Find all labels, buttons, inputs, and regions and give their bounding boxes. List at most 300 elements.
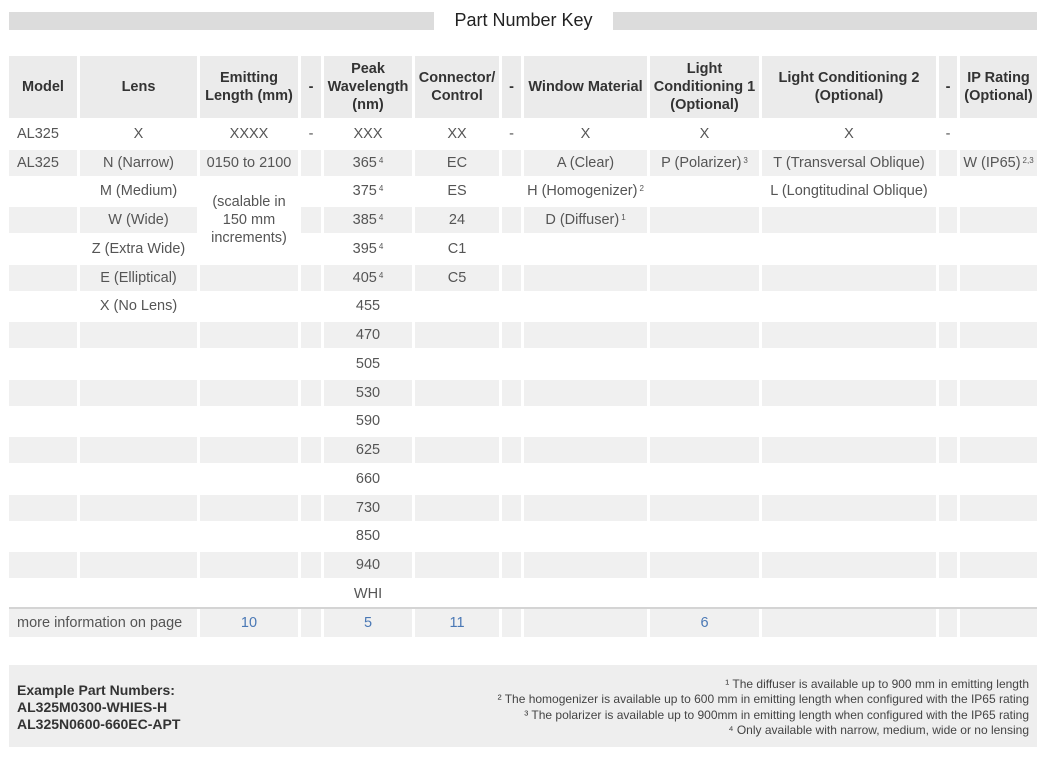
wavelength-option-text: 470 xyxy=(355,327,381,344)
table-cell xyxy=(939,380,957,406)
table-cell xyxy=(939,179,957,205)
table-cell xyxy=(502,351,521,377)
ip-option xyxy=(960,150,1037,176)
lens-option-text: M (Medium) xyxy=(99,183,178,200)
table-cell xyxy=(415,294,499,320)
footnote-marker: 4 xyxy=(378,213,384,223)
table-cell xyxy=(200,495,298,521)
table-cell xyxy=(9,581,77,607)
wavelength-option-text: 365 xyxy=(352,154,377,171)
lc2-option xyxy=(762,150,936,176)
wavelength-option-text: 405 xyxy=(352,269,377,286)
table-cell xyxy=(960,207,1037,233)
table-cell xyxy=(960,179,1037,205)
column-header-lens xyxy=(80,56,197,118)
footnote: ¹ The diffuser is available up to 900 mm in emitting length xyxy=(725,677,1029,691)
table-cell xyxy=(502,409,521,435)
table-cell xyxy=(415,380,499,406)
table-cell xyxy=(960,495,1037,521)
pattern-cell-window xyxy=(524,121,647,147)
wavelength-option xyxy=(324,322,412,348)
table-cell xyxy=(960,322,1037,348)
column-header-peak-text: Peak Wavelength (nm) xyxy=(327,61,409,113)
lc2-option-text: T (Transversal Oblique) xyxy=(773,154,925,171)
pattern-cell-dash1 xyxy=(301,121,321,147)
pattern-cell-connector-text: XX xyxy=(447,125,467,142)
footnote-marker: 4 xyxy=(378,155,384,165)
table-cell xyxy=(9,150,77,176)
table-cell xyxy=(939,265,957,291)
table-cell xyxy=(9,380,77,406)
column-header-ip-text: IP Rating (Optional) xyxy=(964,70,1033,104)
table-cell xyxy=(80,495,197,521)
footnote-marker: 2,3 xyxy=(1022,155,1034,165)
table-cell xyxy=(939,236,957,262)
wavelength-option xyxy=(324,380,412,406)
table-cell xyxy=(650,265,759,291)
pattern-cell-peak xyxy=(324,121,412,147)
pattern-cell-dash1-text: - xyxy=(308,125,314,142)
column-header-emitting-text: Emitting Length (mm) xyxy=(205,70,293,104)
table-cell xyxy=(650,466,759,492)
table-cell xyxy=(960,236,1037,262)
table-cell xyxy=(9,466,77,492)
table-cell xyxy=(9,351,77,377)
more-info-page-link[interactable] xyxy=(324,609,412,637)
table-cell xyxy=(762,552,936,578)
table-cell xyxy=(200,322,298,348)
pattern-cell-lens xyxy=(80,121,197,147)
table-cell xyxy=(80,524,197,550)
more-info-page-link[interactable] xyxy=(650,609,759,637)
table-cell xyxy=(524,351,647,377)
table-cell xyxy=(9,437,77,463)
wavelength-option-text: 385 xyxy=(352,212,377,229)
table-cell xyxy=(939,466,957,492)
table-cell xyxy=(762,351,936,377)
table-cell xyxy=(762,236,936,262)
pattern-cell-lc2-text: X xyxy=(844,125,854,142)
table-cell xyxy=(960,351,1037,377)
column-header-lc2-text: Light Conditioning 2 (Optional) xyxy=(778,70,920,104)
table-cell xyxy=(524,409,647,435)
table-cell xyxy=(301,294,321,320)
wavelength-option-text: WHI xyxy=(353,585,383,602)
lens-option xyxy=(80,207,197,233)
emitting-note-cell xyxy=(200,179,298,262)
lens-option xyxy=(80,294,197,320)
column-header-model-text: Model xyxy=(22,79,64,95)
footnote-marker: 1 xyxy=(621,213,626,223)
wavelength-option-text: 505 xyxy=(355,355,381,372)
table-cell xyxy=(502,552,521,578)
table-cell xyxy=(301,466,321,492)
table-cell xyxy=(939,322,957,348)
table-cell xyxy=(502,524,521,550)
more-info-page-link-text: 6 xyxy=(700,615,709,631)
connector-option xyxy=(415,207,499,233)
table-cell xyxy=(415,409,499,435)
table-cell xyxy=(524,495,647,521)
table-cell xyxy=(524,380,647,406)
more-info-page-link-text: 5 xyxy=(363,615,373,631)
wavelength-option xyxy=(324,437,412,463)
connector-option xyxy=(415,265,499,291)
wavelength-option xyxy=(324,409,412,435)
table-cell xyxy=(960,437,1037,463)
wavelength-option-text: 395 xyxy=(352,240,377,257)
table-cell xyxy=(650,552,759,578)
table-cell xyxy=(301,524,321,550)
pattern-cell-emitting-text: XXXX xyxy=(229,125,269,142)
pattern-cell-lc1-text: X xyxy=(699,125,710,142)
table-cell xyxy=(200,552,298,578)
table-cell xyxy=(524,552,647,578)
footnote: ³ The polarizer is available up to 900mm in emitting length when configured with the IP65 rating xyxy=(524,708,1029,722)
example-part-number: AL325N0600-660EC-APT xyxy=(17,716,181,732)
lc1-option xyxy=(650,150,759,176)
pattern-cell-dash2-text: - xyxy=(509,125,514,142)
table-cell xyxy=(80,322,197,348)
table-cell xyxy=(9,495,77,521)
column-header-dash2 xyxy=(502,56,521,118)
footnote-marker: 3 xyxy=(743,155,748,165)
table-cell xyxy=(960,552,1037,578)
lc2-option-text: L (Longtitudinal Oblique) xyxy=(770,183,928,200)
pattern-cell-lens-text: X xyxy=(133,125,144,142)
pattern-cell-dash3 xyxy=(939,121,957,147)
table-cell xyxy=(301,236,321,262)
table-cell xyxy=(524,466,647,492)
more-info-cell xyxy=(762,609,936,637)
lens-option-text: X (No Lens) xyxy=(99,298,178,315)
table-cell xyxy=(524,581,647,607)
lens-option xyxy=(80,179,197,205)
column-header-lc1 xyxy=(650,56,759,118)
table-cell xyxy=(960,581,1037,607)
wavelength-option-text: 455 xyxy=(355,298,381,315)
wavelength-option xyxy=(324,495,412,521)
table-cell xyxy=(415,322,499,348)
pattern-cell-lc1 xyxy=(650,121,759,147)
wavelength-option xyxy=(324,351,412,377)
table-cell xyxy=(415,581,499,607)
connector-option-text: EC xyxy=(446,154,468,171)
table-cell xyxy=(524,524,647,550)
window-option-text: D (Diffuser) xyxy=(545,212,620,229)
pattern-cell-lc2 xyxy=(762,121,936,147)
table-cell xyxy=(200,265,298,291)
footnote: ² The homogenizer is available up to 600 mm in emitting length when configured with the IP65 rating xyxy=(497,692,1029,706)
table-cell xyxy=(80,552,197,578)
column-header-connector xyxy=(415,56,499,118)
more-info-cell xyxy=(301,609,321,637)
table-cell xyxy=(524,437,647,463)
footnote: ⁴ Only available with narrow, medium, wide or no lensing xyxy=(728,723,1029,737)
more-info-cell xyxy=(502,609,521,637)
table-cell xyxy=(301,409,321,435)
wavelength-option-text: 375 xyxy=(352,183,377,200)
column-header-window xyxy=(524,56,647,118)
lens-option-text: W (Wide) xyxy=(108,212,169,229)
table-cell xyxy=(939,207,957,233)
wavelength-option-text: 625 xyxy=(355,442,381,459)
table-cell xyxy=(524,236,647,262)
table-cell xyxy=(200,351,298,377)
column-header-lc1-text: Light Conditioning 1 (Optional) xyxy=(653,61,756,113)
page-title: Part Number Key xyxy=(454,10,593,30)
column-header-ip xyxy=(960,56,1037,118)
table-cell xyxy=(762,466,936,492)
table-cell xyxy=(301,380,321,406)
table-cell xyxy=(502,495,521,521)
pattern-cell-dash3-text: - xyxy=(945,125,951,142)
wavelength-option-text: 730 xyxy=(355,499,381,516)
lens-option-text: Z (Extra Wide) xyxy=(91,240,186,257)
table-cell xyxy=(524,294,647,320)
table-cell xyxy=(650,179,759,205)
table-cell xyxy=(9,552,77,578)
connector-option-text: ES xyxy=(447,183,467,200)
table-cell xyxy=(301,581,321,607)
pattern-cell-window-text: X xyxy=(580,125,591,142)
table-cell xyxy=(524,322,647,348)
table-cell xyxy=(415,437,499,463)
table-cell xyxy=(415,466,499,492)
wavelength-option xyxy=(324,524,412,550)
emitting-range-text: 0150 to 2100 xyxy=(206,154,292,171)
lens-option xyxy=(80,265,197,291)
table-cell xyxy=(9,409,77,435)
table-cell xyxy=(502,322,521,348)
column-header-dash1-text: - xyxy=(308,79,314,95)
wavelength-option-text: 850 xyxy=(355,528,381,545)
column-header-dash3-text: - xyxy=(945,79,951,95)
table-cell xyxy=(80,466,197,492)
table-cell xyxy=(502,265,521,291)
wavelength-option xyxy=(324,236,412,262)
pattern-cell-dash2 xyxy=(502,121,521,147)
table-cell xyxy=(650,351,759,377)
table-cell xyxy=(960,524,1037,550)
table-cell xyxy=(939,524,957,550)
example-title: Example Part Numbers: xyxy=(17,682,175,698)
table-cell xyxy=(502,581,521,607)
wavelength-option-text: 940 xyxy=(355,557,381,574)
window-option-text: H (Homogenizer) xyxy=(527,183,638,200)
table-cell xyxy=(939,409,957,435)
table-cell xyxy=(80,581,197,607)
table-cell xyxy=(650,495,759,521)
table-cell xyxy=(524,265,647,291)
table-cell xyxy=(960,380,1037,406)
lc2-option xyxy=(762,179,936,205)
wavelength-option-text: 590 xyxy=(355,413,381,430)
footnote-marker: 2 xyxy=(639,184,644,194)
title-bar-left xyxy=(9,12,434,30)
table-cell xyxy=(200,581,298,607)
table-cell xyxy=(650,236,759,262)
table-cell xyxy=(502,150,521,176)
connector-option-text: C5 xyxy=(447,269,467,286)
table-cell xyxy=(650,437,759,463)
table-cell xyxy=(939,437,957,463)
more-info-page-link[interactable] xyxy=(415,609,499,637)
table-cell xyxy=(762,207,936,233)
connector-option-text: 24 xyxy=(448,212,466,229)
pattern-cell-peak-text: XXX xyxy=(353,125,383,142)
table-cell xyxy=(301,552,321,578)
table-cell xyxy=(650,581,759,607)
table-cell xyxy=(9,207,77,233)
table-cell xyxy=(415,552,499,578)
connector-option xyxy=(415,150,499,176)
lc1-option-text: P (Polarizer) xyxy=(661,154,742,171)
table-cell xyxy=(80,380,197,406)
wavelength-option xyxy=(324,207,412,233)
wavelength-option xyxy=(324,552,412,578)
wavelength-option-text: 530 xyxy=(355,384,381,401)
table-divider xyxy=(9,607,1037,609)
footnote-marker: 4 xyxy=(378,270,384,280)
pattern-cell-model xyxy=(9,121,77,147)
wavelength-option xyxy=(324,466,412,492)
window-option xyxy=(524,150,647,176)
window-option xyxy=(524,179,647,205)
table-cell xyxy=(762,409,936,435)
table-cell xyxy=(762,437,936,463)
table-cell xyxy=(960,265,1037,291)
example-part-number: AL325M0300-WHIES-H xyxy=(17,699,168,715)
column-header-dash2-text: - xyxy=(509,79,514,95)
table-cell xyxy=(9,179,77,205)
window-option xyxy=(524,207,647,233)
table-cell xyxy=(502,294,521,320)
lens-option xyxy=(80,150,197,176)
more-info-label-cell xyxy=(9,609,197,637)
table-cell xyxy=(939,581,957,607)
table-cell xyxy=(415,524,499,550)
connector-option-text: C1 xyxy=(447,240,467,257)
table-cell xyxy=(301,495,321,521)
more-info-cell xyxy=(960,609,1037,637)
table-cell xyxy=(502,236,521,262)
table-cell xyxy=(301,437,321,463)
table-cell xyxy=(200,524,298,550)
table-cell xyxy=(762,524,936,550)
wavelength-option-text: 660 xyxy=(355,470,381,487)
lens-option-text: E (Elliptical) xyxy=(100,269,177,286)
wavelength-option xyxy=(324,150,412,176)
table-cell xyxy=(960,294,1037,320)
table-cell xyxy=(939,552,957,578)
table-cell xyxy=(762,265,936,291)
table-cell xyxy=(502,437,521,463)
table-cell xyxy=(80,437,197,463)
table-cell xyxy=(650,380,759,406)
wavelength-option xyxy=(324,179,412,205)
footnote-marker: 4 xyxy=(378,241,384,251)
table-cell xyxy=(939,294,957,320)
lens-option xyxy=(80,236,197,262)
table-cell xyxy=(960,409,1037,435)
table-cell xyxy=(502,179,521,205)
column-header-window-text: Window Material xyxy=(528,79,643,95)
pattern-cell-model-text: AL325 xyxy=(17,125,59,142)
table-cell xyxy=(939,150,957,176)
table-cell xyxy=(301,207,321,233)
table-cell xyxy=(939,351,957,377)
footnote-marker: 4 xyxy=(378,184,384,194)
more-info-page-link-text: 10 xyxy=(240,615,258,631)
table-cell xyxy=(200,409,298,435)
more-info-cell xyxy=(524,609,647,637)
table-cell xyxy=(301,322,321,348)
table-cell xyxy=(301,179,321,205)
pattern-cell-ip xyxy=(960,121,1037,147)
table-cell xyxy=(960,466,1037,492)
table-cell xyxy=(762,495,936,521)
emitting-range xyxy=(200,150,298,176)
table-cell xyxy=(9,236,77,262)
table-cell xyxy=(200,294,298,320)
table-cell xyxy=(502,207,521,233)
column-header-dash1 xyxy=(301,56,321,118)
more-info-page-link[interactable] xyxy=(200,609,298,637)
pattern-cell-connector xyxy=(415,121,499,147)
table-cell xyxy=(650,322,759,348)
table-cell xyxy=(415,351,499,377)
column-header-lens-text: Lens xyxy=(121,79,156,95)
lens-option-text: N (Narrow) xyxy=(103,154,174,171)
table-cell xyxy=(650,207,759,233)
pattern-cell-emitting xyxy=(200,121,298,147)
column-header-lc2 xyxy=(762,56,936,118)
column-header-dash3 xyxy=(939,56,957,118)
window-option-text: A (Clear) xyxy=(556,154,615,171)
column-header-peak xyxy=(324,56,412,118)
table-cell xyxy=(502,380,521,406)
more-info-label: more information on page xyxy=(17,615,183,631)
connector-option xyxy=(415,179,499,205)
table-cell xyxy=(650,524,759,550)
column-header-connector-text: Connector/ Control xyxy=(418,70,496,104)
table-cell xyxy=(9,524,77,550)
connector-option xyxy=(415,236,499,262)
more-info-cell xyxy=(939,609,957,637)
table-cell xyxy=(762,380,936,406)
wavelength-option xyxy=(324,581,412,607)
wavelength-option xyxy=(324,294,412,320)
emitting-note: (scalable in 150 mm increments) xyxy=(211,194,287,247)
table-cell xyxy=(9,265,77,291)
table-cell xyxy=(415,495,499,521)
table-cell xyxy=(9,294,77,320)
title-bar-right xyxy=(613,12,1037,30)
table-cell-text: AL325 xyxy=(17,154,59,171)
table-cell xyxy=(80,351,197,377)
more-info-page-link-text: 11 xyxy=(449,615,465,631)
table-cell xyxy=(9,322,77,348)
column-header-model xyxy=(9,56,77,118)
table-cell xyxy=(80,409,197,435)
table-cell xyxy=(650,294,759,320)
column-header-emitting xyxy=(200,56,298,118)
table-cell xyxy=(200,380,298,406)
wavelength-option xyxy=(324,265,412,291)
table-cell xyxy=(200,466,298,492)
table-cell xyxy=(762,581,936,607)
